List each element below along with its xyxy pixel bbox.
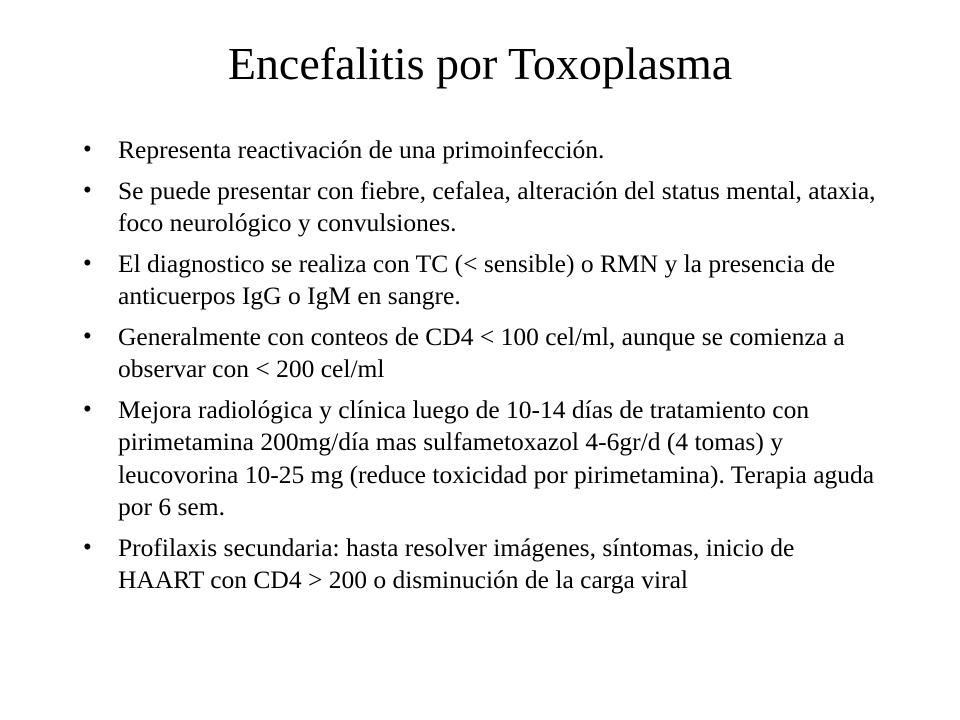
bullet-item <box>78 394 878 524</box>
bullet-text: Generalmente con conteos de CD4 < 100 cel/ml, aunque se comienza a observar con < 200 cel/ml <box>118 321 845 383</box>
bullet-text: Se puede presentar con fiebre, cefalea, alteración del status mental, ataxia, foco neurológico y convulsiones. <box>118 175 876 237</box>
bullet-item <box>78 321 878 386</box>
bullet-item <box>78 532 878 597</box>
bullet-dot-icon: • <box>83 533 92 561</box>
slide-title: Encefalitis por Toxoplasma <box>227 38 733 89</box>
bullet-text: Representa reactivación de una primoinfección. <box>118 135 605 164</box>
bullet-item <box>78 134 878 167</box>
bullet-dot-icon: • <box>83 176 92 204</box>
bullet-dot-icon: • <box>83 136 92 163</box>
bullet-item <box>78 175 878 240</box>
bullet-text: Mejora radiológica y clínica luego de 10-14 días de tratamiento con pirimetamina 200mg/día mas sulfametoxazol 4-6gr/d (4 tomas) y leucovorina 10-25 mg (reduce toxicidad por pirimetamina). Terapia aguda por 6 sem. <box>118 394 875 521</box>
bullet-dot-icon: • <box>83 322 92 350</box>
bullet-text: Profilaxis secundaria: hasta resolver imágenes, síntomas, inicio de HAART con CD4 > 200 o disminución de la carga viral <box>118 532 795 594</box>
bullet-dot-icon: • <box>83 395 92 423</box>
bullet-list <box>78 134 878 605</box>
bullet-text: El diagnostico se realiza con TC (< sensible) o RMN y la presencia de anticuerpos IgG o IgM en sangre. <box>118 248 836 310</box>
bullet-dot-icon: • <box>83 249 92 277</box>
bullet-item <box>78 248 878 313</box>
